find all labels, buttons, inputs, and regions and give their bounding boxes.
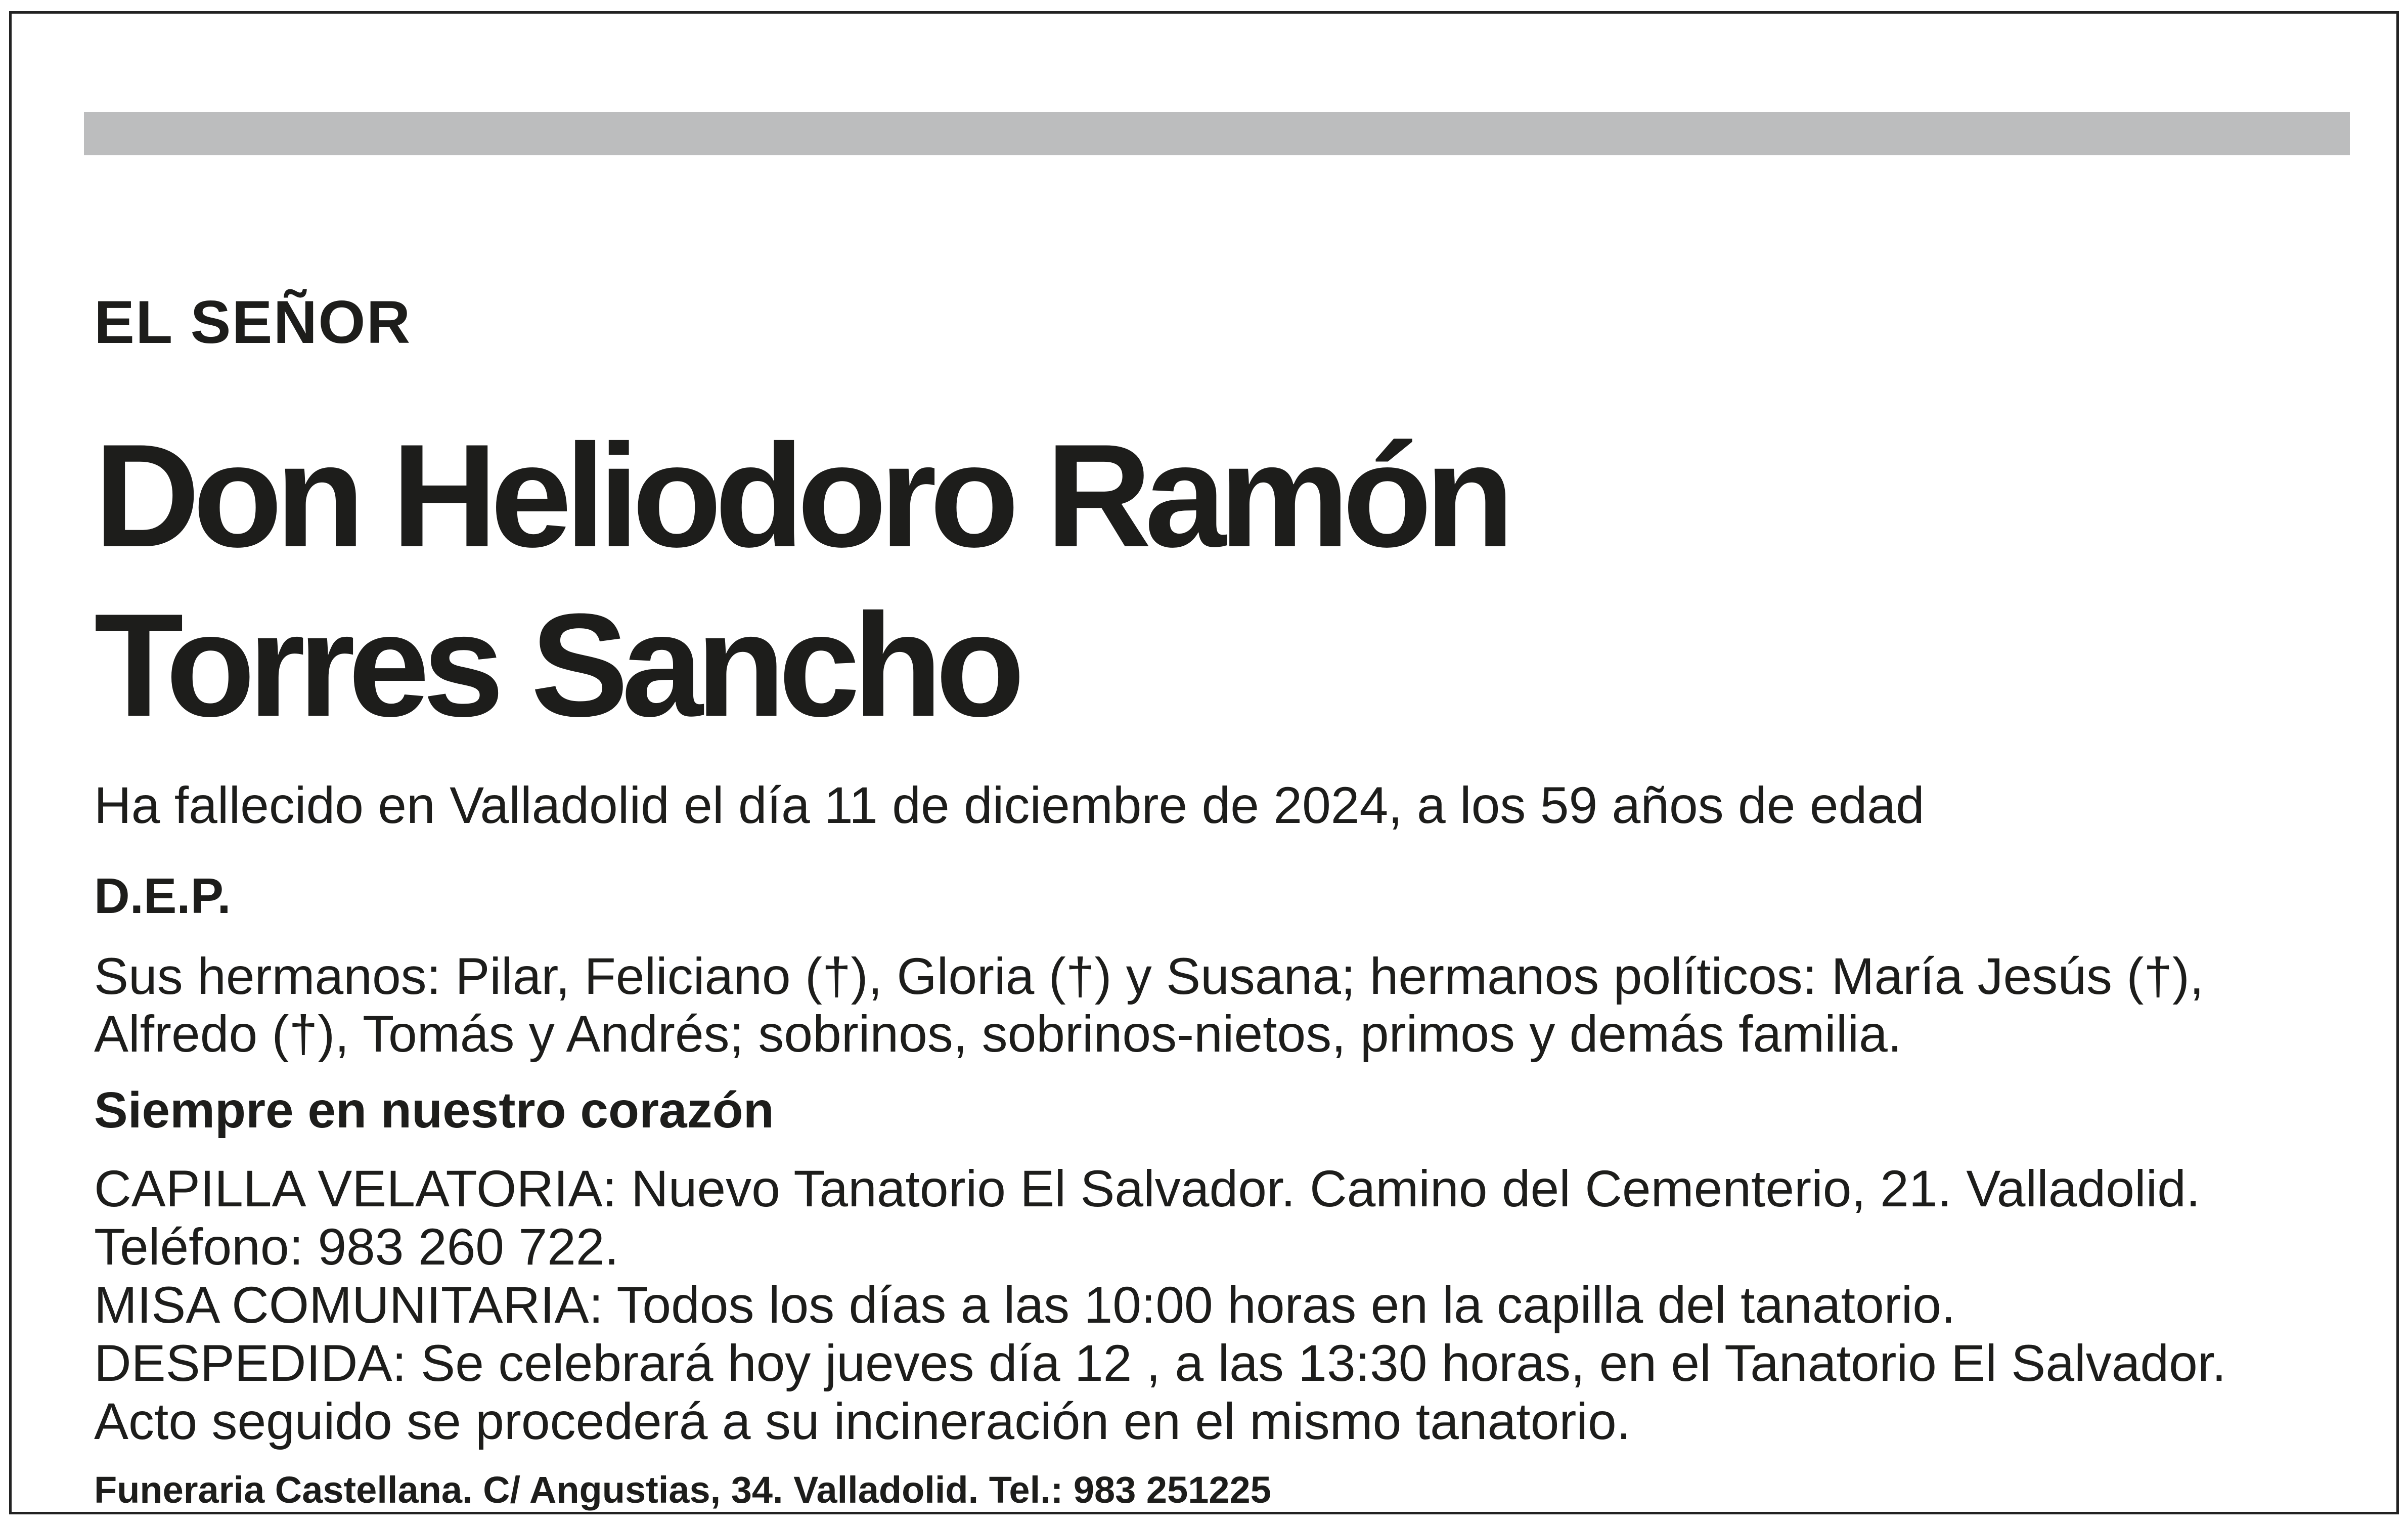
family-line-2: Alfredo (†), Tomás y Andrés; sobrinos, sobrinos-nietos, primos y demás familia.: [94, 1005, 1902, 1063]
farewell-service-line: DESPEDIDA: Se celebrará hoy jueves día 12 , a las 13:30 horas, en el Tanatorio El Salvador.: [94, 1334, 2226, 1392]
chapel-phone-line: Teléfono: 983 260 722.: [94, 1218, 619, 1276]
chapel-line-1: CAPILLA VELATORIA: Nuevo Tanatorio El Salvador. Camino del Cementerio, 21. Valladolid.: [94, 1160, 2201, 1217]
header-gray-bar: [84, 112, 2350, 155]
deceased-name-line-2: Torres Sancho: [94, 583, 1018, 747]
cremation-line: Acto seguido se procederá a su incineración en el mismo tanatorio.: [94, 1392, 1631, 1450]
obituary-notice-frame: [9, 11, 2399, 1514]
funeral-home-credit: Funeraria Castellana. C/ Angustias, 34. Valladolid. Tel.: 983 251225: [94, 1469, 1271, 1511]
deceased-name-line-1: Don Heliodoro Ramón: [94, 414, 1508, 578]
death-statement: Ha fallecido en Valladolid el día 11 de diciembre de 2024, a los 59 años de edad: [94, 776, 1925, 834]
mass-schedule-line: MISA COMUNITARIA: Todos los días a las 10:00 horas en la capilla del tanatorio.: [94, 1276, 1956, 1334]
remembrance-motto: Siempre en nuestro corazón: [94, 1082, 774, 1139]
dep-label: D.E.P.: [94, 868, 231, 924]
family-line-1: Sus hermanos: Pilar, Feliciano (†), Gloria (†) y Susana; hermanos políticos: María Jesús (†),: [94, 947, 2204, 1005]
honorific-title: EL SEÑOR: [94, 288, 412, 356]
